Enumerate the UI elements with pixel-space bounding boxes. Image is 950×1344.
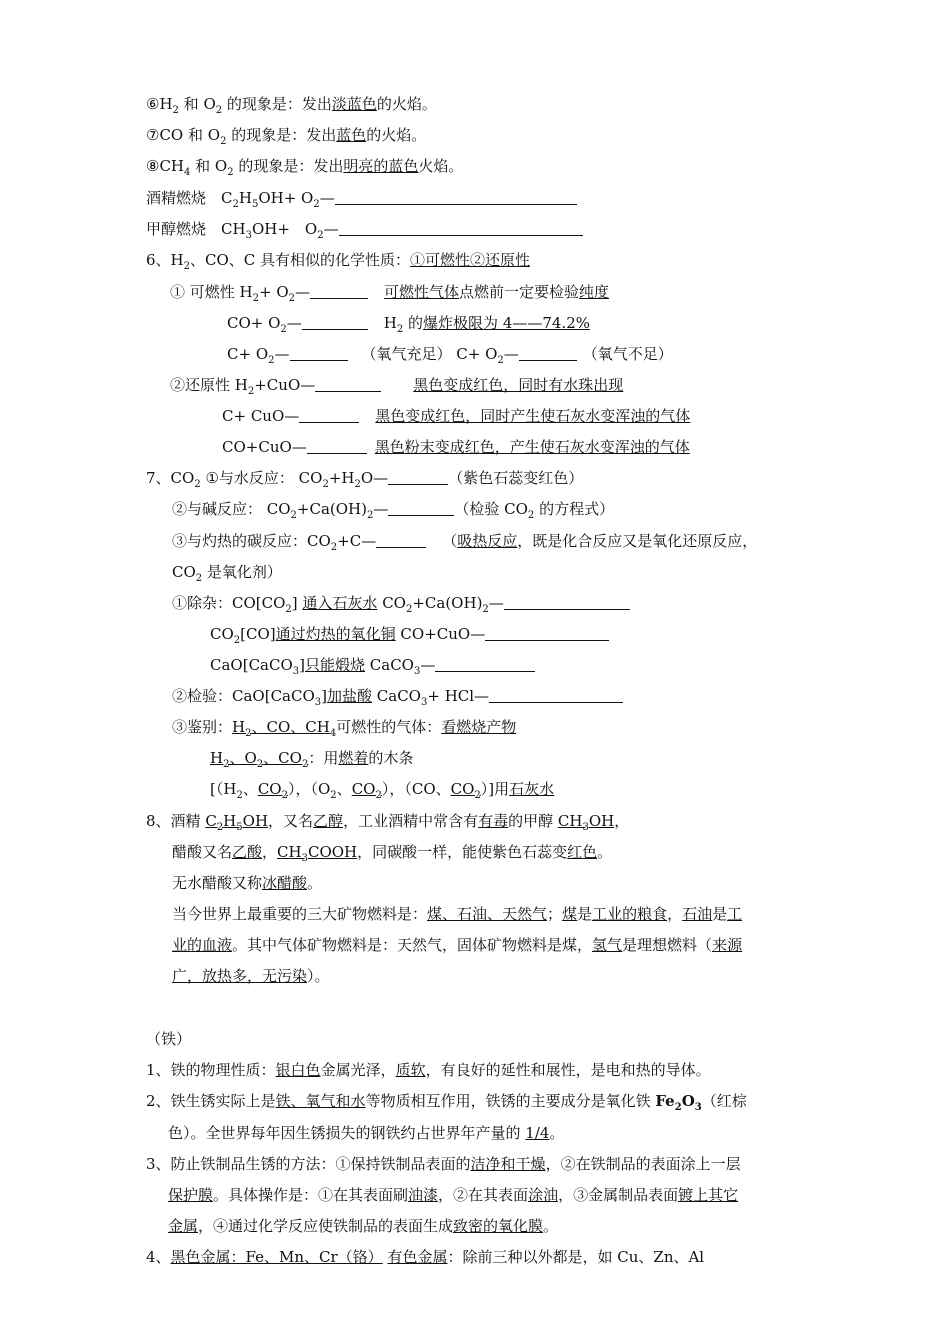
l21: ③鉴别：$H_2$、CO、$CH_4$可燃性的气体：看燃烧产物 <box>172 718 517 739</box>
l12: CO+CuO— 黑色粉末变成红色，产生使石灰水变浑浊的气体 <box>222 438 690 456</box>
l17: ①除杂：$CO[CO_2]$ 通入石灰水 $CO_2+Ca(OH)_2—$ <box>172 593 630 613</box>
l20: ②检验：CaO[CaCO$_3$]加盐酸 CaCO$_3$+ HCl— <box>172 686 623 706</box>
l29: 广，放热多，无污染）。 <box>172 967 330 985</box>
answer-blank[interactable] <box>339 221 583 236</box>
l37: 4、黑色金属：Fe、Mn、Cr（铬） 有色金属：除前三种以外都是，如 Cu、Zn、Al <box>146 1248 705 1266</box>
l25: 醋酸又名乙酸，$CH_3COOH$，同碳酸一样，能使紫色石蕊变红色。 <box>172 843 613 864</box>
l4: 酒精燃烧 $C_2H_5OH+$ $O_2—$ <box>146 188 577 208</box>
l11: C+ CuO— 黑色变成红色，同时产生使石灰水变浑浊的气体 <box>222 407 691 425</box>
l2: ⑦CO 和 $O_2$ 的现象是：发出蓝色的火焰。 <box>146 126 427 147</box>
l1: $⑥H_2$ 和 $O_2$ 的现象是：发出淡蓝色的火焰。 <box>146 95 437 116</box>
answer-blank[interactable] <box>388 501 454 516</box>
l23: [（$H_2$、$CO_2$），（$O_2$、$CO_2$），（CO、$CO_2$）]用石灰水 <box>210 780 555 801</box>
l14: ②与碱反应： $CO_2+Ca(OH)_2—$ （检验 $CO_2$ 的方程式） <box>172 500 615 521</box>
l3: $⑧CH_4$ 和 $O_2$ 的现象是：发出明亮的蓝色火焰。 <box>146 157 464 178</box>
answer-blank[interactable] <box>307 439 367 454</box>
l34: 3、防止铁制品生锈的方法：①保持铁制品表面的洁净和干燥，②在铁制品的表面涂上一层 <box>146 1155 741 1173</box>
answer-blank[interactable] <box>489 688 623 703</box>
answer-blank[interactable] <box>335 190 577 205</box>
l13: 7、$CO_2$ ①与水反应： $CO_2+H_2O—$ （紫色石蕊变红色） <box>146 469 584 490</box>
l35: 保护膜。具体操作是：①在其表面刷油漆，②在其表面涂油，③金属制品表面镀上其它 <box>168 1186 739 1204</box>
answer-blank[interactable] <box>504 595 630 610</box>
l24: 8、酒精 $C_2H_5OH$，又名乙醇，工业酒精中常含有有毒的甲醇 $CH_3OH$， <box>146 812 630 833</box>
l7: ① 可燃性 $H_2+$ $O_2—$ 可燃性气体点燃前一定要检验纯度 <box>170 283 610 304</box>
answer-blank[interactable] <box>435 657 535 672</box>
l9: $C+ O_2—$ （氧气充足） $C+ O_2—$ （氧气不足） <box>227 345 673 366</box>
answer-blank[interactable] <box>376 533 426 548</box>
answer-blank[interactable] <box>290 346 348 361</box>
answer-blank[interactable] <box>388 470 448 485</box>
l32: 2、铁生锈实际上是铁、氧气和水等物质相互作用，铁锈的主要成分是氧化铁 $Fe_2O_3$（红棕 <box>146 1092 747 1113</box>
answer-blank[interactable] <box>519 346 577 361</box>
answer-blank[interactable] <box>310 284 368 299</box>
l6: 6、$H_2$、CO、C 具有相似的化学性质：①可燃性②还原性 <box>146 251 531 272</box>
l31: 1、铁的物理性质：银白色金属光泽，质软，有良好的延性和展性，是电和热的导体。 <box>146 1061 711 1079</box>
l15: ③与灼热的碳反应：$CO_2+C—$ （吸热反应，既是化合反应又是氧化还原反应， <box>172 532 758 553</box>
l22: $H_2$、$O_2$、$CO_2$：用燃着的木条 <box>210 749 414 770</box>
l16: $CO_2$ 是氧化剂） <box>172 563 282 584</box>
l33: 色）。全世界每年因生锈损失的钢铁约占世界年产量的 1/4。 <box>168 1124 565 1142</box>
l18: $CO_2[CO]$通过灼热的氧化铜 CO+CuO— <box>210 624 609 644</box>
l19: CaO[CaCO$_3$]只能煅烧 CaCO$_3$— <box>210 655 535 675</box>
answer-blank[interactable] <box>485 626 609 641</box>
l28: 业的血液。其中气体矿物燃料是：天然气，固体矿物燃料是煤，氢气是理想燃料（来源 <box>172 936 743 954</box>
answer-blank[interactable] <box>302 315 368 330</box>
answer-blank[interactable] <box>299 408 359 423</box>
l27: 当今世界上最重要的三大矿物燃料是：煤、石油、天然气；煤是工业的粮食，石油是工 <box>172 905 743 923</box>
l26: 无水醋酸又称冰醋酸。 <box>172 874 323 892</box>
l30: （铁） <box>146 1030 192 1048</box>
l10: ②还原性 $H_2+CuO—$ 黑色变成红色，同时有水珠出现 <box>170 376 624 397</box>
l5: 甲醇燃烧 $CH_3OH+$ $O_2—$ <box>146 219 583 239</box>
answer-blank[interactable] <box>315 377 381 392</box>
l8: $CO+ O_2—$ $H_2$ 的爆炸极限为 4——74.2% <box>227 314 591 335</box>
l36: 金属，④通过化学反应使铁制品的表面生成致密的氧化膜。 <box>168 1217 559 1235</box>
